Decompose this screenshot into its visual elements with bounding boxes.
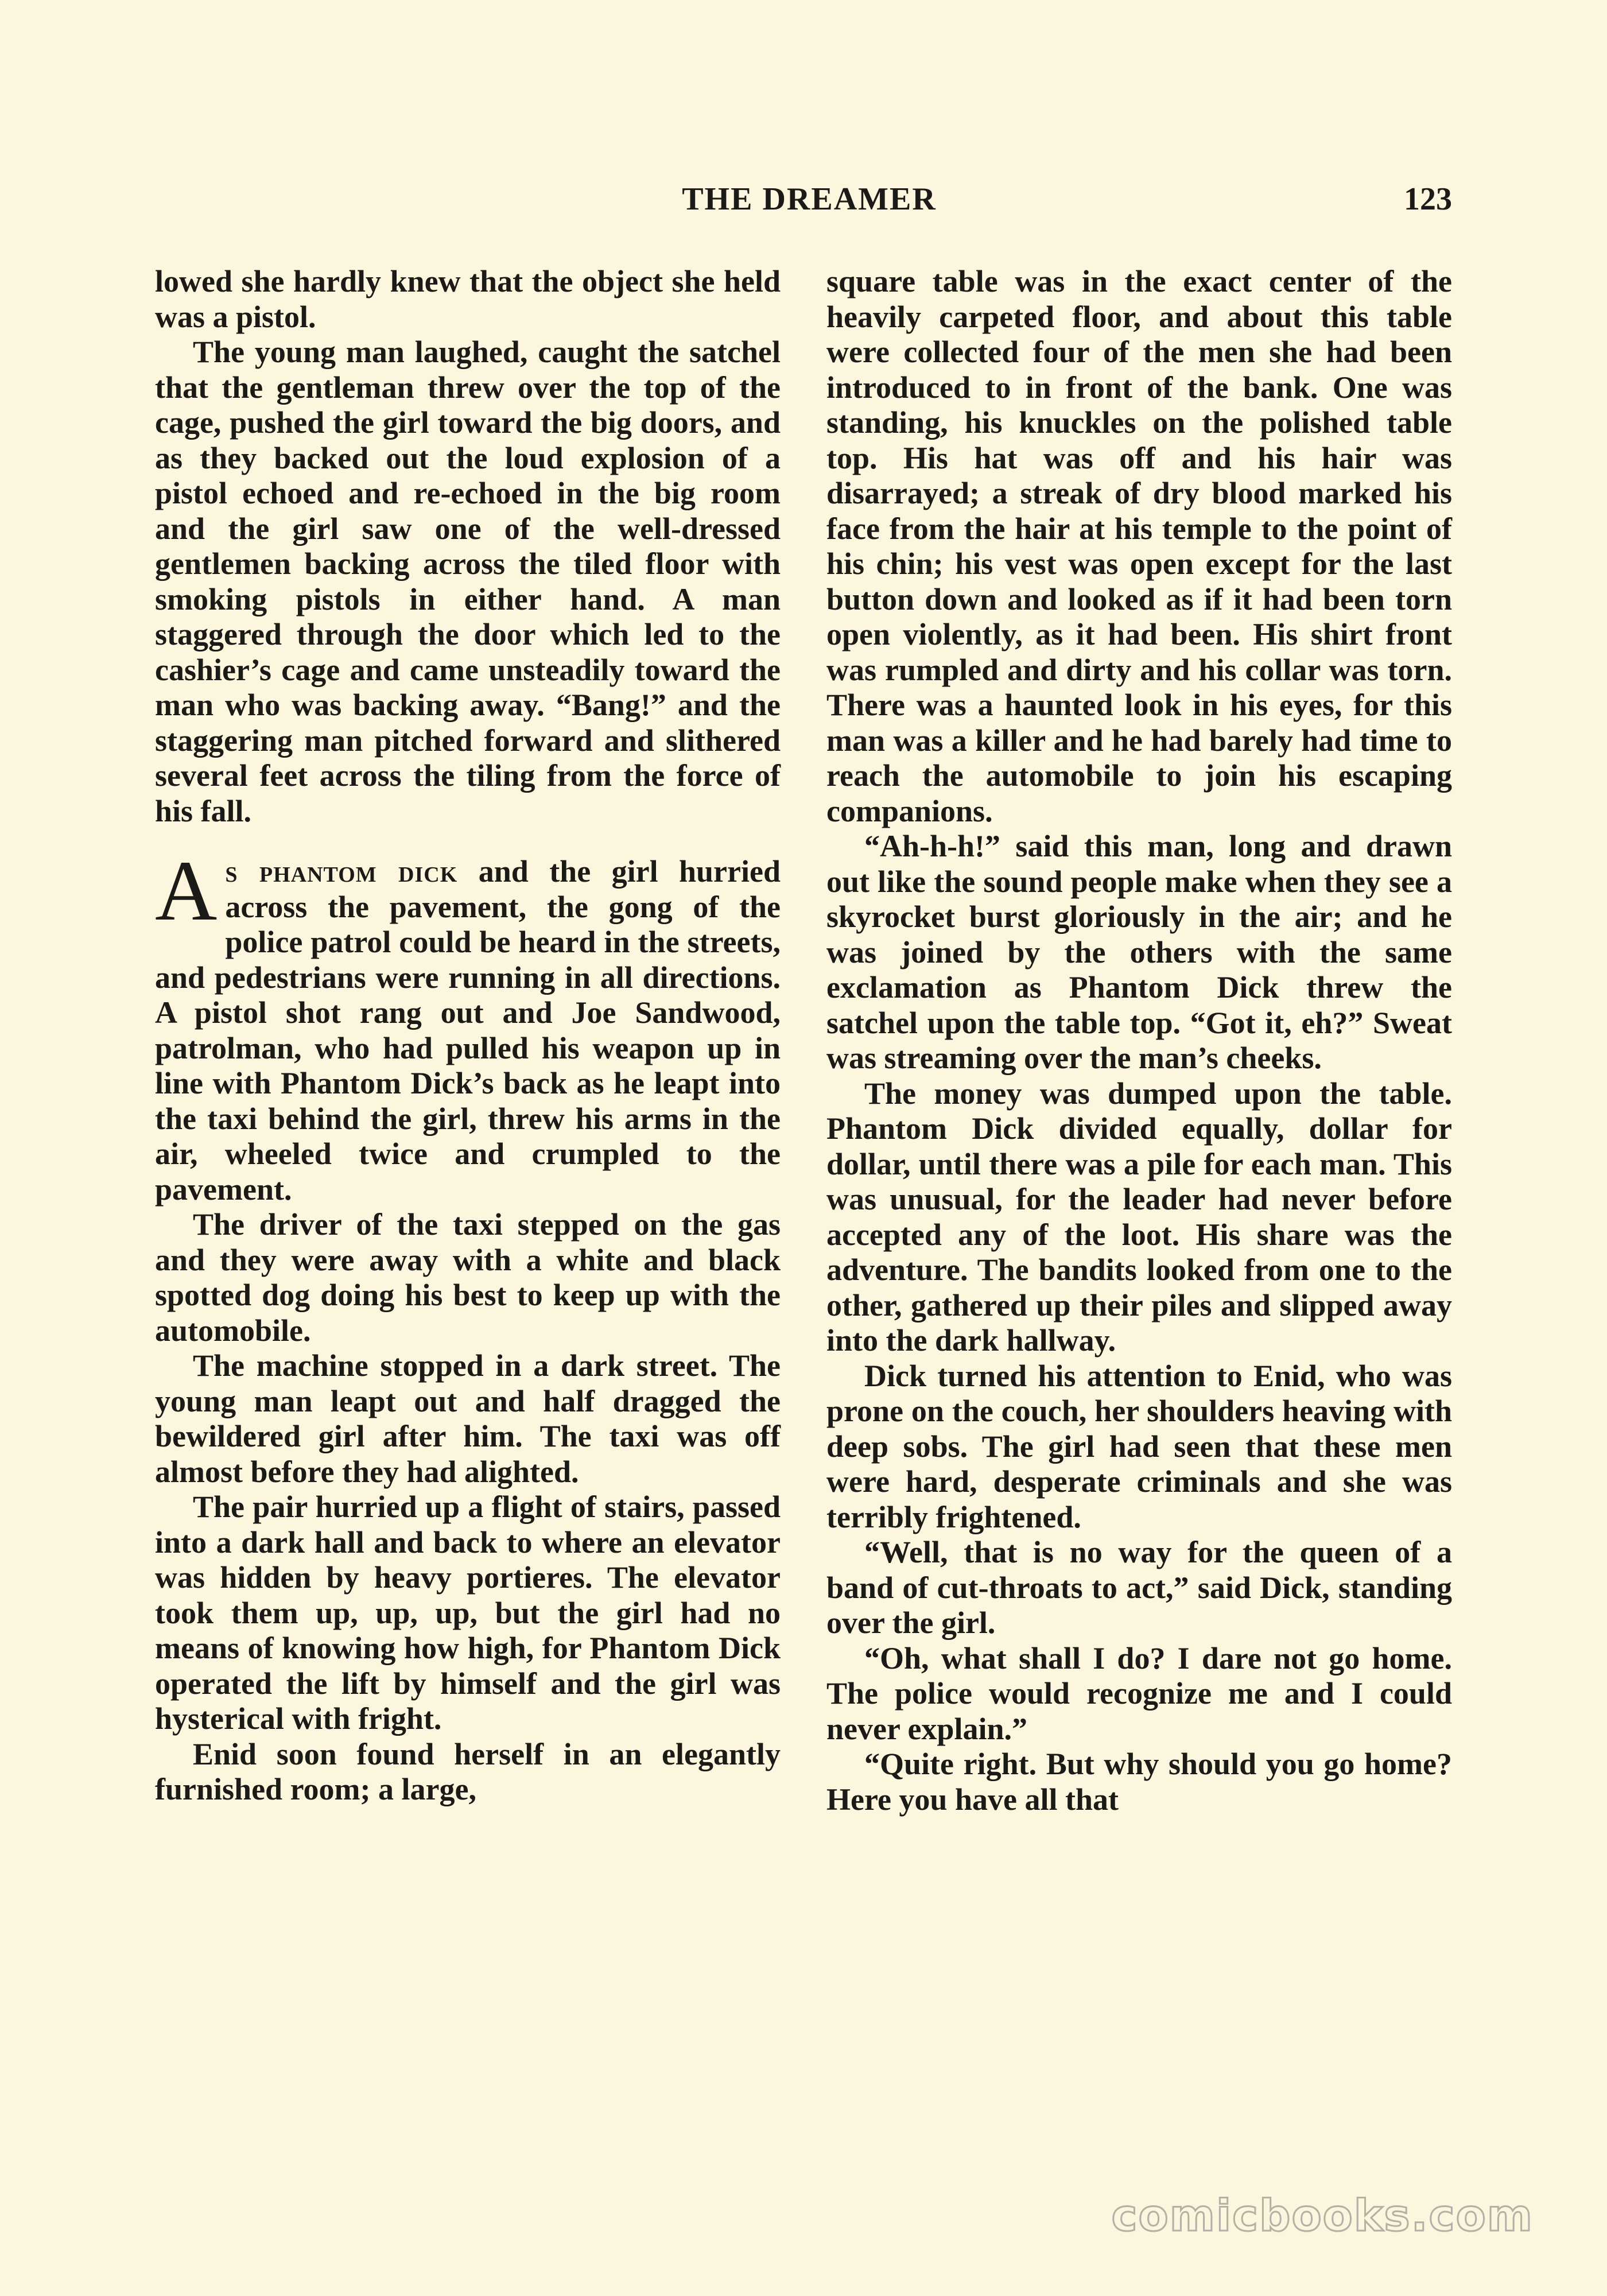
paragraph: The machine stopped in a dark street. The young man leapt out and half dragged the bewildered girl after him. The taxi was off almost before they had alighted.	[155, 1348, 781, 1489]
page-number: 123	[1404, 181, 1452, 217]
paragraph: “Ah-h-h!” said this man, long and drawn out like the sound people make when they see a skyrocket burst gloriously in the air; and he was joined by the others with the same exclamation as Phantom Dick threw the satchel upon the table top. “Got it, eh?” Sweat was streaming over the man’s cheeks.	[826, 829, 1452, 1075]
paragraph: square table was in the exact center of the heavily carpeted floor, and about this table were collected four of the men she had been introduced to in front of the bank. One was standing, his knuckles on the polished table top. His hat was off and his hair was disarrayed; a streak of dry blood marked his face from the hair at his temple to the point of his chin; his vest was open except for the last button down and looked as if it had been torn open violently, as it had been. His shirt front was rumpled and dirty and his collar was torn. There was a haunted look in his eyes, for this man was a killer and he had barely had time to reach the automobile to join his escaping companions.	[826, 264, 1452, 828]
right-column	[826, 264, 1452, 1817]
paragraph: “Quite right. But why should you go home? Here you have all that	[826, 1747, 1452, 1817]
watermark: comicbooks.com	[1111, 2190, 1534, 2241]
paragraph: The money was dumped upon the table. Phantom Dick divided equally, dollar for dollar, until there was a pile for each man. This was unusual, for the leader had never before accepted any of the loot. His share was the adventure. The bandits looked from one to the other, gathered up their piles and slipped away into the dark hallway.	[826, 1076, 1452, 1358]
paragraph: “Oh, what shall I do? I dare not go home. The police would recognize me and I could never explain.”	[826, 1640, 1452, 1746]
paragraph: The driver of the taxi stepped on the gas and they were away with a white and black spotted dog doing his best to keep up with the automobile.	[155, 1207, 781, 1348]
left-column	[155, 264, 781, 1808]
paragraph-text: and the girl hurried across the pavement, the gong of the police patrol could be heard in the streets, and pedestrians were running in all directions. A pistol shot rang out and Joe Sandwood, patrolman, who had pulled his weapon up in line with Phantom Dick’s back as he leapt into the taxi behind the girl, threw his arms in the air, wheeled twice and crumpled to the pavement.	[155, 854, 781, 1207]
paragraph: “Well, that is no way for the queen of a band of cut-throats to act,” said Dick, standing over the girl.	[826, 1535, 1452, 1640]
paragraph: Dick turned his attention to Enid, who was prone on the couch, her shoulders heaving with deep sobs. The girl had seen that these men were hard, desperate criminals and she was terribly frightened.	[826, 1358, 1452, 1534]
running-title: THE DREAMER	[682, 181, 937, 217]
paragraph: Enid soon found herself in an elegantly furnished room; a large,	[155, 1736, 781, 1806]
small-caps-lead: s phantom dick	[225, 854, 458, 889]
running-header	[166, 179, 1452, 219]
drop-cap: A	[155, 843, 218, 938]
paragraph: The pair hurried up a flight of stairs, passed into a dark hall and back to where an elevator was hidden by heavy portieres. The elevator took them up, up, up, but the girl had no means of knowing how high, for Phantom Dick operated the lift by himself and the girl was hysterical with fright.	[155, 1490, 781, 1736]
paragraph: lowed she hardly knew that the object she held was a pistol.	[155, 264, 781, 334]
section-opening-paragraph	[155, 843, 781, 1207]
paragraph: The young man laughed, caught the satchel that the gentleman threw over the top of the cage, pushed the girl toward the big doors, and as they backed out the loud explosion of a pistol echoed and re-echoed in the big room and the girl saw one of the well-dressed gentlemen backing across the tiled floor with smoking pistols in either hand. A man staggered through the door which led to the cashier’s cage and came unsteadily toward the man who was backing away. “Bang!” and the staggering man pitched forward and slithered several feet across the tiling from the force of his fall.	[155, 335, 781, 828]
